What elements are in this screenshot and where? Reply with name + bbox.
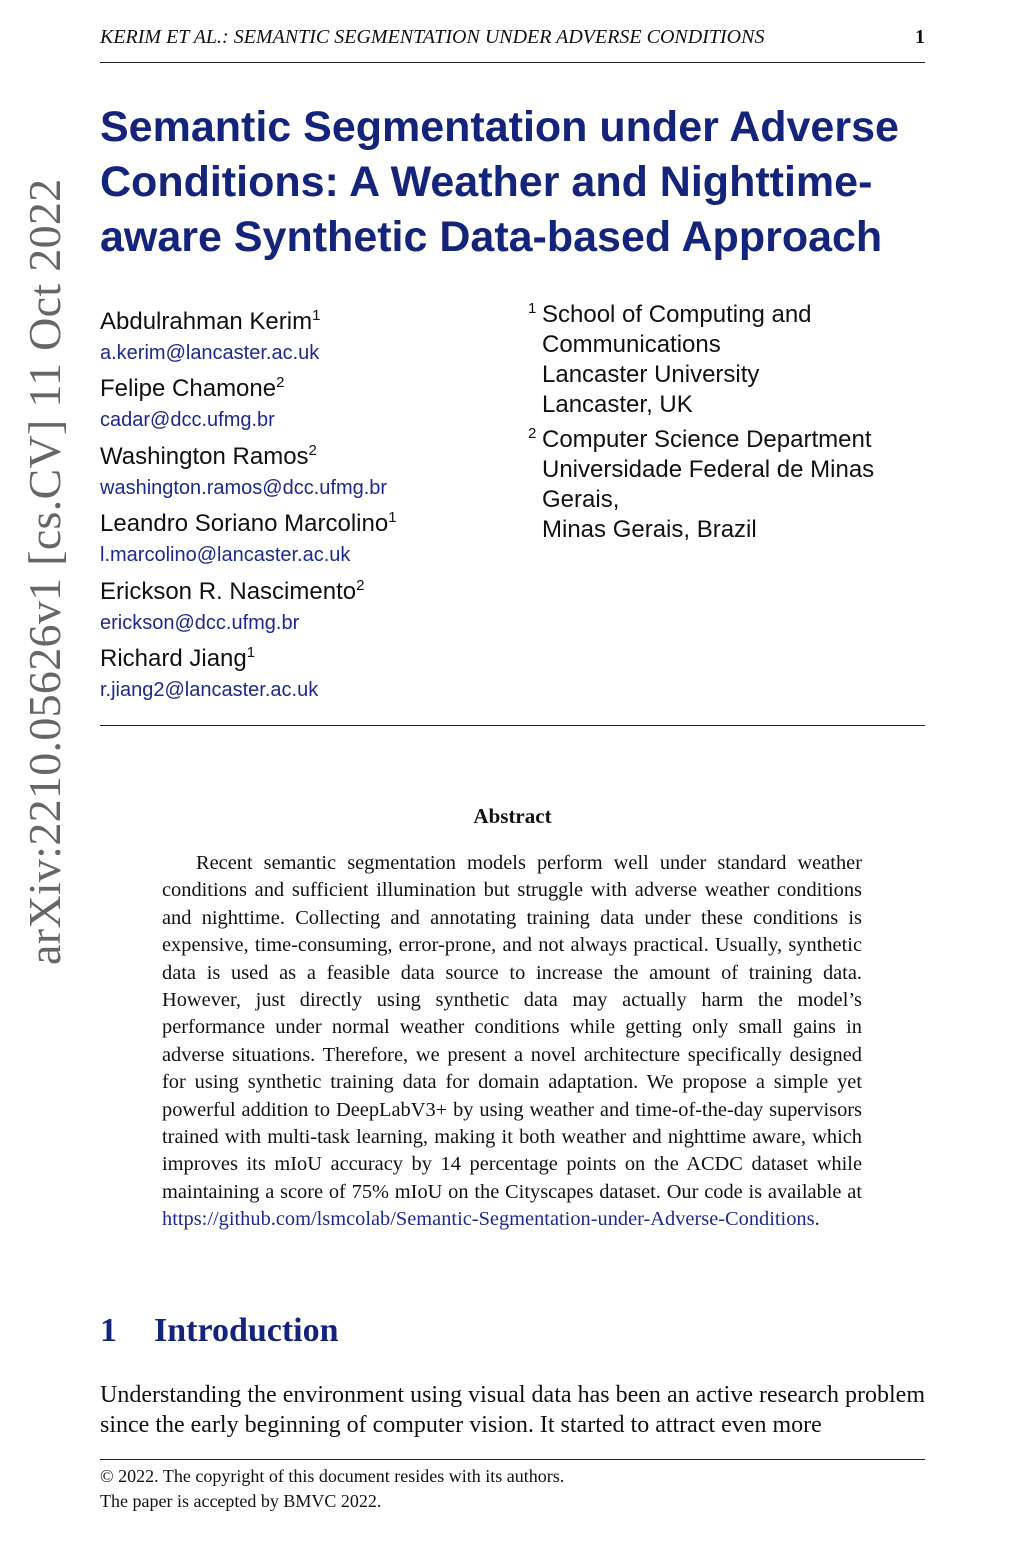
copyright-note: © 2022. The copyright of this document resides with its authors.: [100, 1466, 565, 1486]
author-name: Felipe Chamone$^2$: [100, 374, 285, 403]
affiliation-mark: 1: [246, 643, 256, 661]
author-email-link[interactable]: washington.ramos@dcc.ufmg.br: [100, 476, 388, 499]
author-email-link[interactable]: a.kerim@lancaster.ac.uk: [100, 342, 320, 364]
author-name: Erickson R. Nascimento$^2$: [100, 576, 365, 605]
author-entry: [100, 570, 520, 637]
section-heading-introduction: [100, 1312, 339, 1350]
page-number: 1: [915, 26, 925, 48]
author-name: Washington Ramos$^2$: [100, 441, 317, 470]
affiliation-line: Minas Gerais, Brazil: [542, 516, 757, 543]
affiliation-line: Universidade Federal de Minas: [542, 456, 875, 483]
author-name: Leandro Soriano Marcolino$^1$: [100, 509, 397, 538]
code-repository-link[interactable]: https://github.com/lsmcolab/Semantic-Segmentation-under-Adverse-Conditions: [162, 1208, 815, 1231]
author-name: Abdulrahman Kerim$^1$: [100, 307, 321, 335]
affiliation-mark: 2: [528, 425, 537, 442]
section-number: 1: [100, 1312, 117, 1349]
running-head: [100, 26, 925, 56]
affiliation-line: Communications: [542, 331, 721, 358]
author-entry: [100, 300, 520, 367]
running-head-title: KERIM ET AL.: SEMANTIC SEGMENTATION UNDER ADVERSE CONDITIONS: [100, 26, 765, 48]
section-title: Introduction: [154, 1312, 339, 1349]
author-entry: [100, 637, 520, 704]
affiliation-mark: 1: [312, 307, 321, 324]
affiliation-line: Lancaster, UK: [542, 391, 693, 418]
author-entry: [100, 367, 520, 434]
author-email-link[interactable]: l.marcolino@lancaster.ac.uk: [100, 544, 351, 567]
author-entry: [100, 435, 520, 502]
acceptance-note: The paper is accepted by BMVC 2022.: [100, 1491, 382, 1511]
affiliation-mark: 1: [388, 509, 397, 527]
affiliation-entry: [528, 425, 928, 545]
affiliation-mark: 2: [356, 576, 365, 594]
author-name: Richard Jiang$^1$: [100, 643, 256, 672]
abstract-body: Recent semantic segmentation models perform well under standard weather conditions and sufficient illumination but struggle with adverse weather conditions and nighttime. Collecting and annotating training data under these conditions is expensive, time-consuming, error-prone, and not always practical. Usually, synthetic data is used as a feasible data source to increase the amount of training data. However, just directly using synthetic data may actually harm the model’s performance under normal weather conditions while getting only small gains in adverse situations. Therefore, we present a novel architecture specifically designed for using synthetic training data for domain adaptation. We propose a simple yet powerful addition to DeepLabV3+ by using weather and time-of-the-day supervisors trained with multi-task learning, making it both weather and nighttime aware, which improves its mIoU accuracy by 14 percentage points on the ACDC dataset while maintaining a score of 75% mIoU on the Cityscapes dataset. Our code is available at https://github.com/lsmcolab/Semantic-Segmentation-under-Adverse-Conditions.: [162, 852, 862, 1231]
abstract-heading: Abstract: [473, 804, 552, 828]
author-email-link[interactable]: erickson@dcc.ufmg.br: [100, 611, 300, 634]
affiliation-entry: [528, 300, 928, 420]
introduction-paragraph: Understanding the environment using visual data has been an active research problem since the early beginning of computer vision. It started to attract even more: [100, 1382, 925, 1438]
affiliation-mark: 2: [276, 374, 285, 392]
author-email-link[interactable]: cadar@dcc.ufmg.br: [100, 409, 275, 432]
footnote: [100, 1464, 925, 1514]
title-block-rule: [100, 725, 925, 726]
arxiv-stamp: arXiv:2210.05626v1 [cs.CV] 11 Oct 2022: [19, 178, 70, 965]
footnote-rule: [100, 1459, 925, 1460]
affiliation-mark: 1: [528, 300, 537, 317]
paper-title: Semantic Segmentation under Adverse Conditions: A Weather and Nighttime-aware Synthetic Data-based Approach: [100, 103, 899, 261]
affiliation-list: [528, 300, 928, 545]
header-rule: [100, 62, 925, 63]
author-list: [100, 300, 520, 704]
affiliation-line: School of Computing and: [542, 301, 812, 328]
affiliation-line: Computer Science Department: [542, 426, 872, 453]
affiliation-line: Lancaster University: [542, 361, 760, 388]
author-entry: [100, 502, 520, 569]
affiliation-line: Gerais,: [542, 486, 620, 513]
affiliation-mark: 2: [308, 441, 317, 459]
author-email-link[interactable]: r.jiang2@lancaster.ac.uk: [100, 678, 319, 701]
